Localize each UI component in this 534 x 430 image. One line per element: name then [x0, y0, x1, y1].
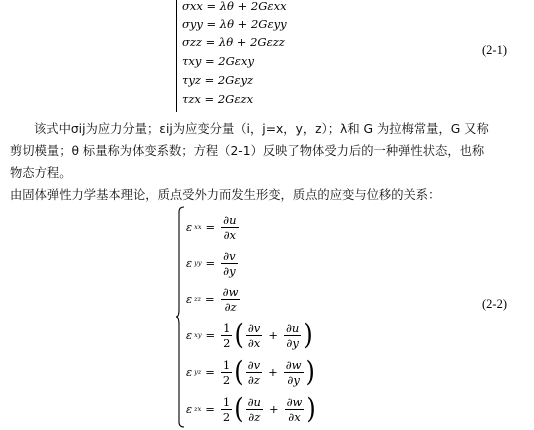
paragraph-line: 由固体弹性力学基本理论，质点受外力而发生形变，质点的应变与位移的关系： — [10, 188, 441, 202]
paragraph-definitions — [10, 118, 530, 184]
strain-row-xx: ε xx = $\frac{\partial u}{\partial x}$ — [186, 212, 237, 242]
fraction-denominator: 2 — [222, 409, 231, 424]
equation-brace — [176, 206, 186, 428]
strain-subscript: zz — [194, 295, 202, 303]
strain-symbol: ε — [186, 328, 193, 342]
half-fraction — [221, 358, 232, 387]
equation-number-2-1: (2-1) — [482, 43, 507, 57]
left-parenthesis: ( — [234, 355, 244, 389]
equation-block-2-2 — [176, 206, 316, 428]
right-parenthesis: ) — [306, 392, 316, 426]
equation-row: σxx = λθ + 2Gεxx — [182, 0, 287, 13]
fraction-denominator: ∂z — [248, 409, 261, 424]
left-parenthesis: ( — [234, 392, 244, 426]
fraction-numerator: 1 — [223, 320, 231, 335]
equation-brace — [176, 0, 179, 112]
strain-symbol: ε — [186, 256, 193, 270]
partial-fraction — [284, 358, 304, 387]
fraction-denominator: ∂y — [223, 263, 236, 278]
partial-fraction — [246, 321, 262, 350]
equation-row: τzx = 2Gεzx — [182, 92, 254, 106]
fraction-numerator: ∂v — [247, 320, 261, 335]
strain-symbol: ε — [186, 402, 193, 416]
strain-row-zz: ε zz = $\frac{\partial w}{\partial z}$ — [186, 284, 239, 314]
fraction-denominator: 2 — [222, 372, 231, 387]
equation-row: σyy = λθ + 2Gεyy — [182, 17, 287, 31]
fraction-numerator: ∂v — [247, 357, 261, 372]
fraction-numerator: ∂u — [247, 394, 261, 409]
strain-row-yy: ε yy = $\frac{\partial v}{\partial y}$ — [186, 248, 236, 278]
partial-fraction — [221, 249, 237, 278]
partial-fraction — [221, 213, 238, 242]
strain-subscript: yz — [194, 368, 202, 376]
paragraph-line: 物态方程。 — [10, 166, 72, 180]
strain-symbol: ε — [186, 220, 193, 234]
fraction-denominator: ∂x — [288, 409, 301, 424]
equation-row: σzz = λθ + 2Gεzz — [182, 35, 285, 49]
paragraph-strain-displacement — [10, 184, 530, 206]
strain-symbol: ε — [186, 365, 193, 379]
fraction-denominator: ∂y — [287, 372, 300, 387]
fraction-numerator: ∂w — [222, 284, 239, 299]
strain-subscript: zx — [194, 405, 202, 413]
fraction-numerator: ∂w — [285, 357, 302, 372]
fraction-numerator: ∂v — [223, 248, 236, 263]
fraction-numerator: ∂w — [286, 394, 303, 409]
half-fraction — [221, 395, 232, 424]
partial-fraction — [246, 395, 263, 424]
partial-fraction — [285, 395, 305, 424]
left-parenthesis: ( — [234, 318, 244, 352]
partial-fraction — [246, 358, 262, 387]
equation-number-2-2: (2-2) — [482, 297, 507, 311]
strain-row-yz: ε yz = $\frac{1}{2}$ ( $\frac{\partial v}{\partial z}$ + $\frac{\partial w}{\partial y}$ ) — [186, 355, 315, 389]
right-parenthesis: ) — [303, 318, 313, 352]
fraction-denominator: ∂y — [286, 335, 299, 350]
fraction-denominator: ∂x — [247, 335, 261, 350]
paragraph-line: 剪切模量；θ 标量称为体变系数；方程（2-1）反映了物体受力后的一种弹性状态，也称 — [10, 144, 485, 158]
fraction-denominator: ∂z — [224, 299, 237, 314]
strain-subscript: yy — [194, 259, 202, 267]
equation-row: τxy = 2Gεxy — [182, 54, 254, 68]
fraction-numerator: 1 — [222, 394, 231, 409]
strain-row-zx: ε zx = $\frac{1}{2}$ ( $\frac{\partial u}{\partial z}$ + $\frac{\partial w}{\partial x}$ ) — [186, 392, 316, 426]
fraction-denominator: ∂x — [223, 227, 237, 242]
half-fraction — [221, 321, 232, 350]
partial-fraction — [284, 321, 301, 350]
strain-subscript: xx — [194, 223, 202, 231]
equation-block-2-1 — [176, 0, 296, 112]
strain-subscript: xy — [194, 331, 202, 339]
paragraph-line: 该式中σij为应力分量；εij为应变分量（i，j=x，y，z）；λ和 G 为拉梅常量，G 又称 — [34, 122, 489, 136]
equation-row: τyz = 2Gεyz — [182, 73, 254, 87]
fraction-numerator: ∂u — [285, 320, 300, 335]
strain-row-xy: ε xy = $\frac{1}{2}$ ( $\frac{\partial v}{\partial x}$ + $\frac{\partial u}{\partial y}$ ) — [186, 318, 313, 352]
fraction-denominator: ∂z — [247, 372, 260, 387]
fraction-numerator: ∂u — [223, 212, 237, 227]
right-parenthesis: ) — [305, 355, 315, 389]
fraction-numerator: 1 — [222, 357, 231, 372]
partial-fraction — [221, 285, 241, 314]
fraction-denominator: 2 — [223, 335, 231, 350]
strain-symbol: ε — [186, 292, 193, 306]
